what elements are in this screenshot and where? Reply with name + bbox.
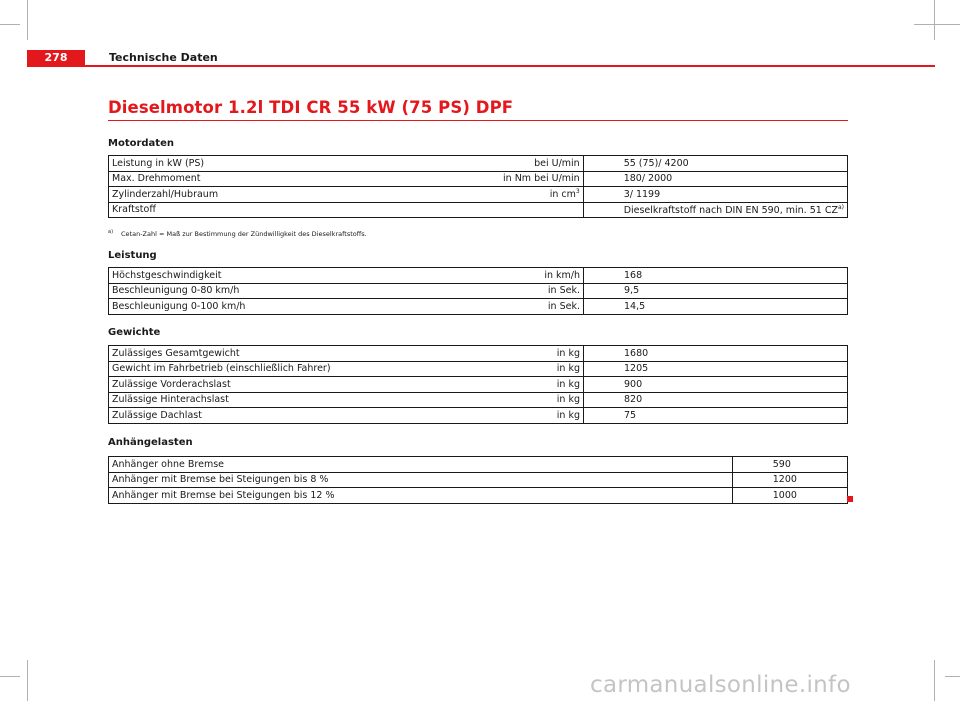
heading-leistung: Leistung bbox=[108, 250, 157, 261]
table-row bbox=[109, 377, 848, 393]
header-rule bbox=[27, 65, 935, 67]
table-row bbox=[109, 488, 848, 504]
heading-anhaengelasten: Anhängelasten bbox=[108, 437, 193, 448]
page-title: Dieselmotor 1.2l TDI CR 55 kW (75 PS) DPF bbox=[108, 98, 514, 117]
row-value: 14,5 bbox=[584, 299, 848, 315]
unit-superscript: 3 bbox=[575, 188, 580, 196]
row-label: Leistung in kW (PS) bbox=[109, 156, 477, 172]
crop-mark bbox=[914, 24, 960, 25]
row-value: 820 bbox=[584, 392, 848, 408]
table-row bbox=[109, 392, 848, 408]
table-row bbox=[109, 472, 848, 488]
row-value: 1200 bbox=[732, 472, 847, 488]
row-label: Anhänger mit Bremse bei Steigungen bis 8 % bbox=[109, 472, 733, 488]
row-label: Kraftstoff bbox=[109, 202, 477, 218]
heading-motordaten: Motordaten bbox=[108, 138, 174, 149]
table-row bbox=[109, 187, 848, 203]
row-unit: in Sek. bbox=[477, 283, 584, 299]
row-label: Zulässige Hinterachslast bbox=[109, 392, 478, 408]
row-unit: in kg bbox=[477, 408, 584, 424]
row-unit: in kg bbox=[477, 377, 584, 393]
table-row bbox=[109, 268, 848, 284]
footnote-text: Cetan-Zahl = Maß zur Bestimmung der Zündwilligkeit des Dieselkraftstoffs. bbox=[121, 230, 367, 239]
row-value: 180/ 2000 bbox=[583, 171, 847, 187]
row-unit: in Sek. bbox=[477, 299, 584, 315]
crop-mark bbox=[934, 660, 935, 701]
crop-mark bbox=[27, 0, 28, 40]
row-label: Beschleunigung 0-80 km/h bbox=[109, 283, 478, 299]
footnote-reference: a) bbox=[837, 203, 844, 211]
row-unit bbox=[477, 187, 583, 203]
crop-mark bbox=[0, 24, 20, 25]
row-label: Anhänger ohne Bremse bbox=[109, 457, 733, 473]
table-row bbox=[109, 283, 848, 299]
row-value: 590 bbox=[732, 457, 847, 473]
table-row bbox=[109, 202, 848, 218]
row-label: Beschleunigung 0-100 km/h bbox=[109, 299, 478, 315]
table-leistung bbox=[108, 267, 848, 315]
row-value: 1205 bbox=[584, 361, 848, 377]
footnote-marker: a) bbox=[108, 229, 114, 235]
row-value: 75 bbox=[584, 408, 848, 424]
row-value: 168 bbox=[584, 268, 848, 284]
table-row bbox=[109, 171, 848, 187]
row-label: Zylinderzahl/Hubraum bbox=[109, 187, 477, 203]
row-unit: in kg bbox=[477, 346, 584, 362]
row-label: Max. Drehmoment bbox=[109, 171, 477, 187]
section-title: Technische Daten bbox=[109, 51, 218, 64]
row-value: 900 bbox=[584, 377, 848, 393]
crop-mark bbox=[945, 676, 960, 677]
row-unit: bei U/min bbox=[477, 156, 583, 172]
row-value bbox=[583, 202, 847, 218]
heading-gewichte: Gewichte bbox=[108, 327, 161, 338]
row-label: Höchstgeschwindigkeit bbox=[109, 268, 478, 284]
unit-text: in cm bbox=[549, 189, 576, 201]
row-value: 1000 bbox=[732, 488, 847, 504]
row-label: Zulässige Dachlast bbox=[109, 408, 478, 424]
table-anhaengelasten bbox=[108, 456, 848, 504]
table-row bbox=[109, 346, 848, 362]
watermark: carmanualsonline.info bbox=[590, 672, 851, 698]
crop-mark bbox=[934, 0, 935, 40]
row-value: 9,5 bbox=[584, 283, 848, 299]
row-unit: in kg bbox=[477, 392, 584, 408]
row-unit: in Nm bei U/min bbox=[477, 171, 583, 187]
table-row bbox=[109, 457, 848, 473]
table-row bbox=[109, 299, 848, 315]
row-label: Zulässiges Gesamtgewicht bbox=[109, 346, 478, 362]
row-value: 1680 bbox=[584, 346, 848, 362]
title-rule bbox=[108, 120, 848, 121]
table-row bbox=[109, 361, 848, 377]
row-label: Zulässige Vorderachslast bbox=[109, 377, 478, 393]
end-of-section-marker bbox=[847, 496, 853, 502]
row-label: Gewicht im Fahrbetrieb (einschließlich Fahrer) bbox=[109, 361, 478, 377]
row-unit bbox=[477, 202, 583, 218]
row-unit: in kg bbox=[477, 361, 584, 377]
page-number: 278 bbox=[44, 51, 68, 64]
table-row bbox=[109, 156, 848, 172]
row-value: 3/ 1199 bbox=[583, 187, 847, 203]
crop-mark bbox=[27, 660, 28, 701]
table-motordaten bbox=[108, 155, 848, 218]
value-text: Dieselkraftstoff nach DIN EN 590, min. 51 CZ bbox=[623, 204, 838, 216]
row-label: Anhänger mit Bremse bei Steigungen bis 12 % bbox=[109, 488, 733, 504]
table-row bbox=[109, 408, 848, 424]
crop-mark bbox=[0, 676, 20, 677]
footnote bbox=[108, 229, 367, 238]
row-unit: in km/h bbox=[477, 268, 584, 284]
table-gewichte bbox=[108, 345, 848, 424]
row-value: 55 (75)/ 4200 bbox=[583, 156, 847, 172]
